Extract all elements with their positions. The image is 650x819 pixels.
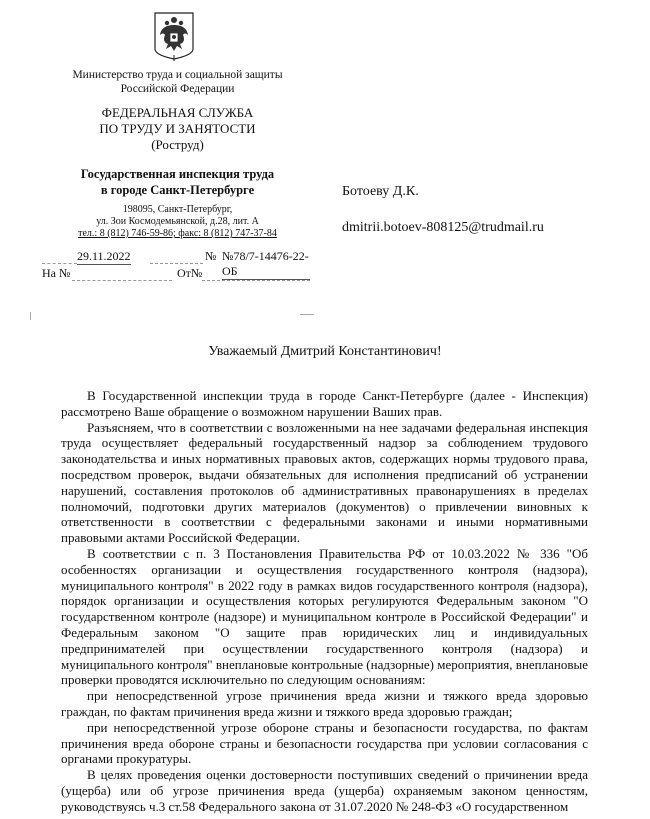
recipient-name: Ботоеву Д.К. xyxy=(342,184,419,199)
ministry-line-1: Министерство труда и социальной защиты xyxy=(72,69,283,81)
salutation: Уважаемый Дмитрий Константинович! xyxy=(208,344,442,359)
reply-reference-row xyxy=(42,266,312,282)
registration-date: 29.11.2022 xyxy=(77,249,131,263)
inspection-line-2: в городе Санкт-Петербурге xyxy=(100,183,255,197)
service-line-2: ПО ТРУДУ И ЗАНЯТОСТИ xyxy=(99,121,256,136)
service-short-name: (Роструд) xyxy=(151,137,204,152)
number-label: № xyxy=(205,249,217,263)
paragraph-assessment: В целях проведения оценки достоверности поступивших сведений о причинении вреда (ущерба) или об угрозе причинения вреда (ущерба) охраняемым законом ценностям, руководствуясь ч.3 ст.58 Федерального закона от 31.07.2020 № 248-ФЗ «О государственном xyxy=(61,767,588,814)
address-line-2: ул. Зои Космодемьянской, д.28, лит. А xyxy=(96,216,259,227)
russian-coat-of-arms-icon xyxy=(152,11,196,61)
inspection-line-1: Государственная инспекция труда xyxy=(80,167,275,181)
contacts-line: тел.: 8 (812) 746-59-86; факс: 8 (812) 747-37-84 xyxy=(78,228,277,239)
ministry-line-2: Российской Федерации xyxy=(120,83,235,95)
recipient-email: dmitrii.botoev-808125@trudmail.ru xyxy=(342,220,544,235)
paragraph-explanation: Разъясняем, что в соответствии с возложенными на нее задачами федеральная инспекция труда осуществляет федеральный государственный надзор за соблюдением трудового законодательства и иных нормативных правовых актов, содержащих нормы трудового права, посредством проверок, выдачи обязательных для исполнения предписаний об устранении нарушений, составления протоколов об административных правонарушениях в пределах полномочий, подготовки других материалов (документов) о привлечении виновных к ответственности в соответствии с федеральными законами и иными нормативными правовыми актами Российской Федерации. xyxy=(61,419,588,546)
paragraph-intro: В Государственной инспекции труда в городе Санкт-Петербурге (далее - Инспекция) рассмотрено Ваше обращение о возможном нарушении Ваших прав. xyxy=(61,388,588,419)
paragraph-ground-2: при непосредственной угрозе обороне страны и безопасности государства, по фактам причинения вреда обороне страны и безопасности государства при условии согласования с органами прокуратуры. xyxy=(61,719,588,767)
paragraph-legal-basis: В соответствии с п. 3 Постановления Правительства РФ от 10.03.2022 № 336 "Об особенностях организации и осуществления государственного контроля (надзора), муниципального контроля" в 2022 году в рамках видов государственного контроля (надзора), порядок организации и осуществления которых регулируются Федеральным законом "О государственном контроле (надзоре) и муниципальном контроле в Российской Федерации" и Федеральным законом "О защите прав юридических лиц и индивидуальных предпринимателей при осуществлении государственного контроля (надзора) и муниципального контроля" внеплановые контрольные (надзорные) мероприятия, внеплановые проверки проводятся исключительно по следующим основаниям: xyxy=(61,545,588,688)
from-label: От№ xyxy=(177,266,203,280)
registration-number: №78/7-14476-22-ОБ xyxy=(222,249,309,278)
paragraph-ground-1: при непосредственной угрозе причинения вреда жизни и тяжкого вреда здоровью граждан, по фактам причинения вреда жизни и тяжкого вреда здоровью граждан; xyxy=(61,688,588,719)
service-line-1: ФЕДЕРАЛЬНАЯ СЛУЖБА xyxy=(101,105,254,120)
reply-to-label: На № xyxy=(42,266,71,280)
address-line-1: 198095, Санкт-Петербург, xyxy=(122,204,233,215)
letter-body xyxy=(61,388,588,815)
